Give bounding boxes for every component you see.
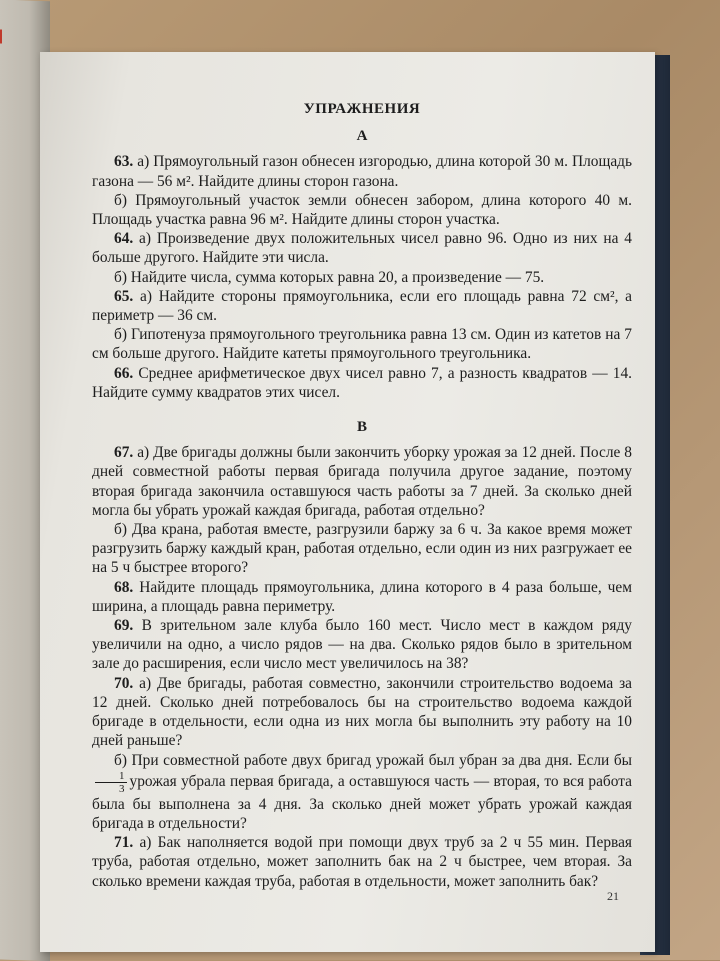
left-page-letter [0,715,2,750]
fraction-numerator: 1 [95,770,127,783]
exercise-text: В зрительном зале клуба было 160 мест. Число мест в каждом ряду увеличили на одно, а число рядов — на два. Сколько рядов было в зрительном зале до расширения, если число мест увеличилось на 38? [92,617,632,673]
exercise-68 [92,578,632,616]
exercise-text: а) Найдите стороны прямоугольника, если его площадь равна 72 см², а периметр — 36 см. [92,287,632,325]
exercise-number: 64. [114,230,134,248]
exercise-text: урожая убрала первая бригада, а оставшуюся часть — вторая, то вся работа была бы выполнена за 4 дня. За сколько дней может убрать урожай каждая бригада в отдельности? [92,772,632,832]
page-number: 21 [607,889,619,903]
exercise-text: а) Бак наполняется водой при помощи двух труб за 2 ч 55 мин. Первая труба, работая отдельно, может заполнить бак на 2 ч быстрее, чем вторая. За сколько времени каждая труба, работая в отдельности, может заполнить бак? [92,834,632,890]
exercise-text: Среднее арифметическое двух чисел равно 7, а разность квадратов — 14. Найдите сумму квадратов этих чисел. [92,364,632,401]
book-page [40,52,655,952]
left-page-text [0,409,2,750]
exercise-text: б) При совместной работе двух бригад урожай был убран за два дня. Если бы [114,751,632,769]
left-page-letter [0,647,2,682]
exercise-number: 68. [114,578,134,596]
exercise-65b: б) Гипотенуза прямоугольного треугольника равна 13 см. Один из катетов на 7 см больше другого. Найдите катеты прямоугольного треугольника. [92,326,632,363]
exercise-63a [92,152,632,190]
exercise-number: 63. [114,153,134,171]
bookmark-tab [0,29,2,43]
left-page-letter [0,545,2,580]
exercise-number: 67. [114,444,134,462]
exercise-text: Найдите площадь прямоугольника, длина которого в 4 раза больше, чем ширина, а площадь равна периметру. [92,578,632,615]
left-page-letter [0,511,2,546]
exercise-70a [92,674,632,751]
exercise-63b: б) Прямоугольный участок земли обнесен забором, длина которого 40 м. Площадь участка равна 96 м². Найдите длины сторон участка. [92,191,632,229]
left-page-letter [0,443,2,478]
exercise-text: а) Произведение двух положительных чисел равно 96. Одно из них на 4 больше другого. Найдите эти числа. [92,230,632,267]
fraction-one-third [95,770,127,795]
left-page-letter [0,613,2,648]
left-page-letter [0,409,2,444]
exercise-number: 65. [114,287,134,305]
left-page-letter [0,477,2,512]
fraction-denominator: 3 [119,782,125,795]
exercise-text: а) Две бригады, работая совместно, закончили строительство водоема за 12 дней. Сколько дней потребовалось бы на строительство водоема каждой бригаде в отдельности, если одна из них могла бы выполнить эту работу на 10 дней раньше? [92,674,632,750]
exercise-66 [92,364,632,402]
exercise-64b: б) Найдите числа, сумма которых равна 20, а произведение — 75. [114,268,545,286]
left-page-letter [0,681,2,716]
exercise-text: а) Прямоугольный газон обнесен изгородью, длина которой 30 м. Площадь газона — 56 м². Найдите длины сторон газона. [92,153,632,190]
exercise-64a [92,229,632,267]
exercise-text: а) Две бригады должны были закончить уборку урожая за 12 дней. После 8 дней совместной работы первая бригада получила другое задание, поэтому вторая бригада закончила оставшуюся часть работы за 7 дней. За сколько дней могла бы убрать урожай каждая бригада, работая отдельно? [92,444,632,519]
exercise-67a [92,443,632,520]
exercise-number: 70. [114,674,134,692]
exercise-69 [92,616,632,674]
exercise-70b [92,751,632,834]
page-content [92,100,632,891]
exercise-number: 66. [114,364,134,382]
exercise-71a [92,833,632,891]
exercises-heading: УПРАЖНЕНИЯ [303,101,421,117]
section-b-heading: В [356,419,367,436]
exercise-65a [92,287,632,325]
exercise-number: 71. [114,834,134,852]
exercise-number: 69. [114,617,134,635]
exercise-67b: б) Два крана, работая вместе, разгрузили баржу за 6 ч. За какое время может разгрузить баржу каждый кран, работая отдельно, если один из них разгружает ее на 5 ч быстрее второго? [92,521,632,577]
left-page-letter [0,579,2,614]
section-a-heading: А [356,128,368,145]
